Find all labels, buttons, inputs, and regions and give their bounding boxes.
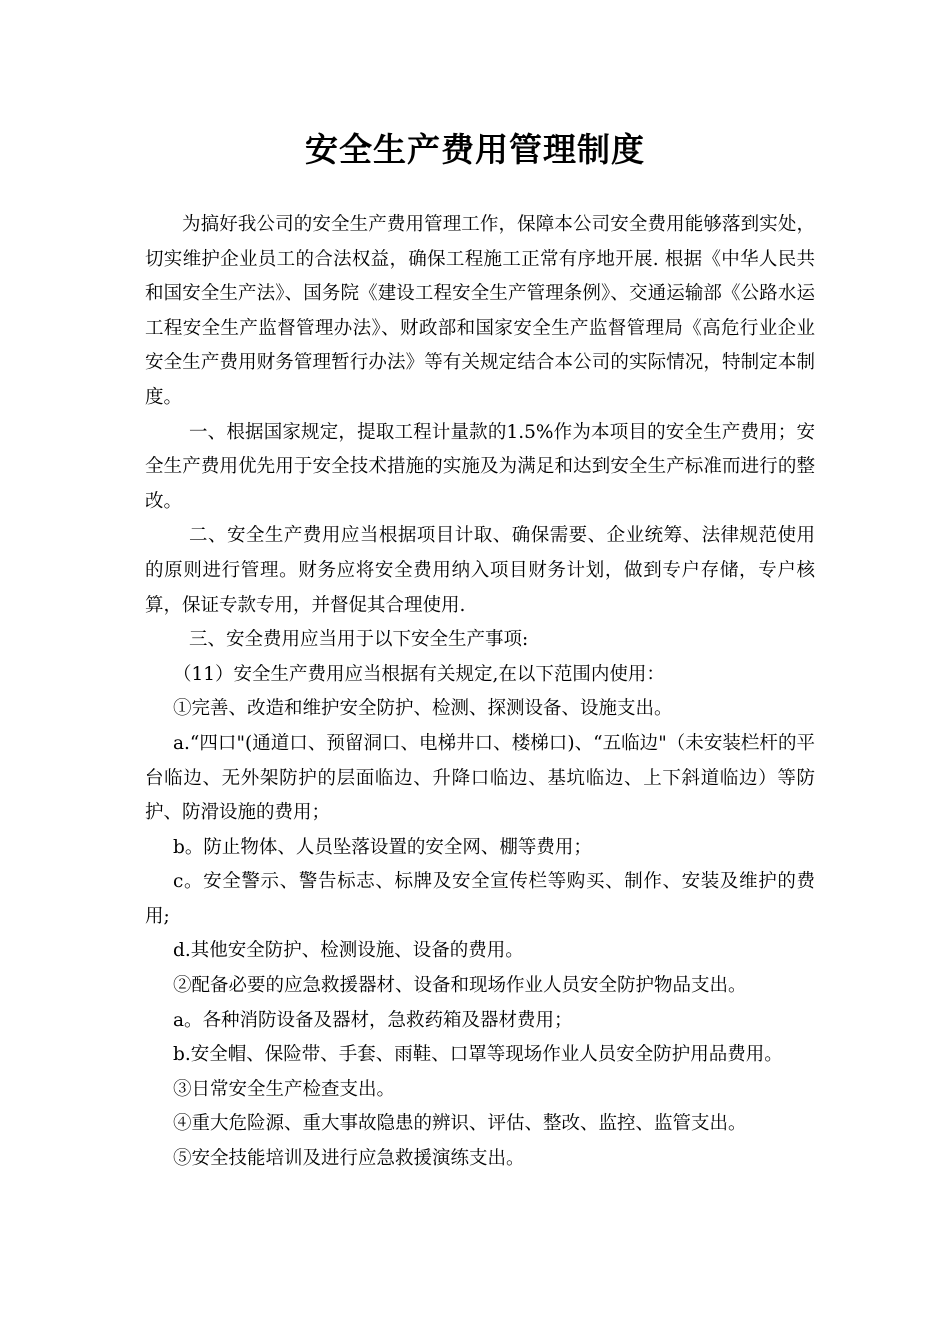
- list-item-2b: b.安全帽、保险带、手套、雨鞋、口罩等现场作业人员安全防护用品费用。: [173, 1044, 783, 1066]
- paragraph-intro: 为搞好我公司的安全生产费用管理工作，保障本公司安全费用能够落到实处，切实维护企业员工的合法权益，确保工程施工正常有序地开展. 根据《中华人民共和国安全生产法》、国务院《建设工程安全生产管理条例》、交通运输部《公路水运工程安全生产监督管理办法》、财政部和国家安全生产监督管理局《高危行业企业安全生产费用财务管理暂行办法》等有关规定结合本公司的实际情况，特制定本制度。: [145, 214, 815, 408]
- list-item-1b: b。防止物体、人员坠落设置的安全网、棚等费用；: [173, 836, 592, 858]
- document-body: [145, 208, 815, 1177]
- document-title: 安全生产费用管理制度: [305, 130, 645, 169]
- list-item-3: ③日常安全生产检查支出。: [173, 1078, 396, 1100]
- paragraph-section-1: 一、根据国家规定，提取工程计量款的1.5%作为本项目的安全生产费用；安全生产费用优先用于安全技术措施的实施及为满足和达到安全生产标准而进行的整改。: [145, 421, 815, 512]
- paragraph-section-3: 三、安全费用应当用于以下安全生产事项:: [189, 629, 529, 651]
- list-item-2: ②配备必要的应急救援器材、设备和现场作业人员安全防护物品支出。: [173, 975, 747, 997]
- list-item-1a: a.“四口"(通道口、预留洞口、电梯井口、楼梯口)、“五临边"（未安装栏杆的平台临边、无外架防护的层面临边、升降口临边、基坑临边、上下斜道临边）等防护、防滑设施的费用；: [145, 732, 815, 824]
- paragraph-section-2: 二、安全生产费用应当根据项目计取、确保需要、企业统筹、法律规范使用的原则进行管理。财务应将安全费用纳入项目财务计划，做到专户存储，专户核算，保证专款专用，并督促其合理使用.: [145, 525, 815, 616]
- list-item-2a: a。各种消防设备及器材，急救药箱及器材费用；: [173, 1009, 573, 1031]
- list-item-1c: c。安全警示、警告标志、标牌及安全宣传栏等购买、制作、安装及维护的费用;: [145, 871, 815, 927]
- list-item-1d: d.其他安全防护、检测设施、设备的费用。: [173, 940, 524, 962]
- paragraph-usage-scope: （11）安全生产费用应当根据有关规定,在以下范围内使用：: [173, 663, 665, 685]
- list-item-4: ④重大危险源、重大事故隐患的辨识、评估、整改、监控、监管支出。: [173, 1113, 747, 1135]
- list-item-1: ①完善、改造和维护安全防护、检测、探测设备、设施支出。: [173, 698, 673, 720]
- list-item-5: ⑤安全技能培训及进行应急救援演练支出。: [173, 1148, 525, 1170]
